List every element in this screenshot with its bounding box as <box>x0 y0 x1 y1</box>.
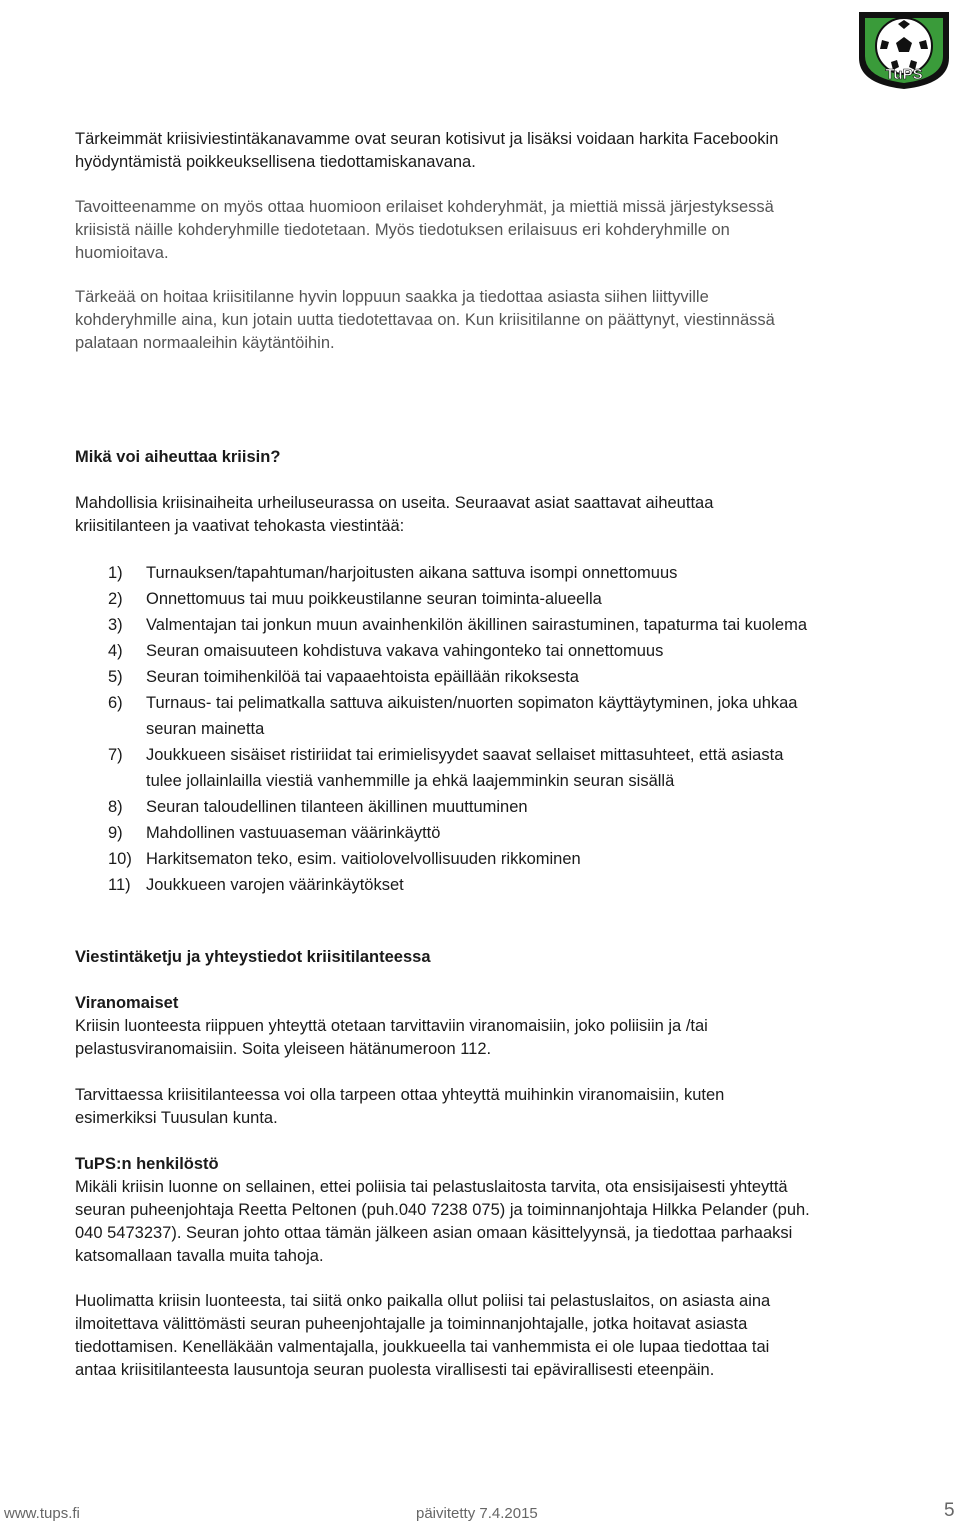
footer-updated-date: päivitetty 7.4.2015 <box>416 1505 538 1522</box>
list-item: 7) Joukkueen sisäiset ristiriidat tai erimielisyydet saavat sellaiset mittasuhteet, että asiasta tulee jollainlailla viestiä vanhemmille ja ehkä laajemminkin seuran sisällä <box>108 746 784 790</box>
list-item: 5) Seuran toimihenkilöä tai vapaaehtoista epäillään rikoksesta <box>108 668 579 686</box>
text-line: esimerkiksi Tuusulan kunta. <box>75 1109 278 1127</box>
text-line: Mikäli kriisin luonne on sellainen, ettei poliisia tai pelastuslaitosta tarvita, ota ensisijaisesti yhteyttä <box>75 1178 788 1196</box>
authorities-paragraph-2 <box>75 1084 935 1130</box>
page-number: 5 <box>944 1500 955 1521</box>
authorities-paragraph-1 <box>75 1015 935 1061</box>
text-line: huomioitava. <box>75 244 169 262</box>
list-item: 8) Seuran taloudellinen tilanteen äkillinen muuttuminen <box>108 798 528 816</box>
text-line: kriisistä näille kohderyhmille tiedotetaan. Myös tiedotuksen erilaisuus eri kohderyhmille on <box>75 221 730 239</box>
text-line: hyödyntämistä poikkeuksellisena tiedottamiskanavana. <box>75 153 476 171</box>
intro-paragraph-2 <box>75 196 935 265</box>
list-item: 11) Joukkueen varojen väärinkäytökset <box>108 876 404 894</box>
text-line: kohderyhmille aina, kun jotain uutta tiedotettavaa on. Kun kriisitilanne on päättynyt, viestinnässä <box>75 311 775 329</box>
list-item: 9) Mahdollinen vastuuaseman väärinkäyttö <box>108 824 441 842</box>
causes-heading: Mikä voi aiheuttaa kriisin? <box>75 448 281 466</box>
authorities-heading: Viranomaiset <box>75 994 179 1012</box>
text-line: seuran puheenjohtaja Reetta Peltonen (puh.040 7238 075) ja toiminnanjohtaja Hilkka Pelander (puh. <box>75 1201 810 1219</box>
staff-paragraph-2 <box>75 1290 935 1382</box>
intro-paragraph-1 <box>75 128 935 174</box>
text-line: palataan normaaleihin käytäntöihin. <box>75 334 335 352</box>
list-item: 2) Onnettomuus tai muu poikkeustilanne seuran toiminta-alueella <box>108 590 602 608</box>
staff-heading: TuPS:n henkilöstö <box>75 1155 219 1173</box>
text-line: Mahdollisia kriisinaiheita urheiluseurassa on useita. Seuraavat asiat saattavat aiheuttaa <box>75 494 714 512</box>
text-line: Kriisin luonteesta riippuen yhteyttä otetaan tarvittaviin viranomaisiin, joko poliisiin ja /tai <box>75 1017 708 1035</box>
chain-heading: Viestintäketju ja yhteystiedot kriisitilanteessa <box>75 948 431 966</box>
list-item: 10) Harkitsematon teko, esim. vaitiolovelvollisuuden rikkominen <box>108 850 581 868</box>
text-line: Tavoitteenamme on myös ottaa huomioon erilaiset kohderyhmät, ja miettiä missä järjestyksessä <box>75 198 774 216</box>
tups-logo-graphic <box>855 4 953 90</box>
footer-website-link[interactable]: www.tups.fi <box>4 1505 80 1522</box>
tups-logo <box>855 4 953 90</box>
list-item: 4) Seuran omaisuuteen kohdistuva vakava vahingonteko tai onnettomuus <box>108 642 664 660</box>
list-item: 6) Turnaus- tai pelimatkalla sattuva aikuisten/nuorten sopimaton käyttäytyminen, joka uhkaa seuran mainetta <box>108 694 798 738</box>
list-item: 3) Valmentajan tai jonkun muun avainhenkilön äkillinen sairastuminen, tapaturma tai kuolema <box>108 616 807 634</box>
staff-paragraph-1 <box>75 1176 935 1268</box>
text-line: tiedottamisen. Kenelläkään valmentajalla, joukkueella tai vanhemmista ei ole lupaa tiedottaa tai <box>75 1338 770 1356</box>
text-line: kriisitilanteen ja vaativat tehokasta viestintää: <box>75 517 405 535</box>
causes-intro <box>75 492 935 538</box>
list-item: 1) Turnauksen/tapahtuman/harjoitusten aikana sattuva isompi onnettomuus <box>108 564 678 582</box>
text-line: Tärkeimmät kriisiviestintäkanavamme ovat seuran kotisivut ja lisäksi voidaan harkita Facebookin <box>75 130 779 148</box>
causes-list <box>108 560 948 898</box>
text-line: Huolimatta kriisin luonteesta, tai siitä onko paikalla ollut poliisi tai pelastuslaitos, on asiasta aina <box>75 1292 771 1310</box>
text-line: ilmoitettava välittömästi seuran puheenjohtajalle ja toiminnanjohtajalle, jotka hoitavat asiasta <box>75 1315 748 1333</box>
text-line: katsomallaan tavalla muita tahoja. <box>75 1247 324 1265</box>
logo-text: TuPS <box>885 66 923 83</box>
text-line: pelastusviranomaisiin. Soita yleiseen hätänumeroon 112. <box>75 1040 492 1058</box>
text-line: antaa kriisitilanteesta lausuntoja seuran puolesta virallisesti tai epävirallisesti eteenpäin. <box>75 1361 715 1379</box>
intro-paragraph-3 <box>75 286 935 355</box>
text-line: Tarvittaessa kriisitilanteessa voi olla tarpeen ottaa yhteyttä muihinkin viranomaisiin, kuten <box>75 1086 725 1104</box>
text-line: Tärkeää on hoitaa kriisitilanne hyvin loppuun saakka ja tiedottaa asiasta siihen liittyville <box>75 288 709 306</box>
text-line: 040 5473237). Seuran johto ottaa tämän jälkeen asian omaan käsittelyynsä, ja tiedottaa parhaaksi <box>75 1224 793 1242</box>
